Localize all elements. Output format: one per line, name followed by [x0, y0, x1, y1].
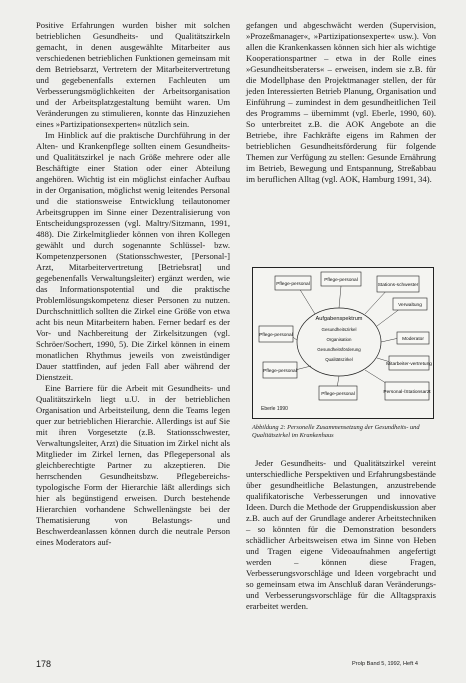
- figure-caption: Abbildung 2: Personelle Zusammensetzung der Gesundheits- und Qualitätszirkel im Krankenhaus: [252, 424, 420, 439]
- paragraph: Jeder Gesundheits- und Qualitätszirkel vereint unterschiedliche Perspektiven und Erfahrungsbestände über gesundheitliche Belastungen, anzustrebende qualifikatorische Verbesserungen und innovative Ideen. Durch die Methode der Gruppendiskussion aber z.B. auch auf der Grundlage anderer Arbeitstechniken – so könnten für die Demonstration besonders schädlicher Arbeitsweisen etwa im Sinne von Heben und Tragen eigene Videoaufnahmen angefertigt werden – können diese Fragen, Verbesserungsvorschläge und Ideen vorgebracht und so gemeinsam etwa im Anschluß daran Veränderungs- und Verbesserungsvorschläge für die Alltagspraxis erarbeitet werden.: [246, 458, 436, 611]
- left-column: [36, 20, 230, 548]
- node-label: Mitarbeiter-vertretung: [386, 362, 432, 367]
- node-label: Stations-schwester: [377, 283, 419, 288]
- paragraph: gefangen und abgeschwächt werden (Supervision, »Prozeßmanager«, »Partizipationsexperte« usw.). Von allen die Krankenkassen können sich hier als wichtige Kooperationspartner – etwa in der Rolle eines »Gesundheitsberaters« – erweisen, indem sie z.B. für die Modellphase den Projektmanager stellen, der für jeden Interessierten Betrieb Planung, Organisation und Einführung – zumindest in dem gesundheitlichen Teil des Programms – übernimmt (vgl. Eberle, 1990, 60). So unterbreitet z.B. die AOK Angebote an die Betriebe, ihre Fachkräfte eigens im Rahmen der betrieblichen Gesundheitsförderung für folgende Themen zur Verfügung zu stellen: Gesunde Ernährung im Betrieb, Bewegung und Entspannung, Streßabbau im beruflichen Alltag (vgl. AOK, Hamburg 1991, 34).: [246, 20, 436, 184]
- node-label: Moderator: [402, 337, 424, 342]
- right-column-bottom: [246, 458, 436, 612]
- center-item: Organisation: [326, 337, 352, 342]
- center-item: Gesundheitsförderung: [317, 347, 361, 352]
- diagram-svg: [253, 268, 433, 418]
- node-label: Pflege-personal: [324, 278, 358, 283]
- figure-source: Eberle 1990: [261, 406, 288, 412]
- paragraph: Eine Barriere für die Arbeit mit Gesundheits- und Qualitätszirkeln liegt u.U. in der betrieblichen Organisation und Arbeitsteilung, denn die Teams legen quer zur betrieblichen Hierarchie. Allerdings ist auf Sie mit ihren Vorgesetzte (z.B. Stationsschwester, Verwaltungsleiter, Arzt) die Situation im Zirkel nicht als Mitglieder im Zirkel lernen, das Pflegepersonal als gleichberechtigte Partner zu akzeptieren. Die herrschenden Gesundheitsbzw. Pflegebereichs-typologische Form der Hierarchie läßt allerdings sich hier als begünstigend erweisen. Durch bestehende Hierarchien vorhandene Schwellenängste bei der Thematisierung von Belastungs- und Beschwerdeanlassen können durch die neutrale Person eines Moderators auf-: [36, 383, 230, 547]
- node-label: Pflege-personal: [276, 282, 310, 287]
- node-label: Personal-/Stationsarzt: [383, 390, 431, 395]
- paragraph: Positive Erfahrungen wurden bisher mit solchen betrieblichen Gesundheits- und Qualitätszirkeln gemacht, in denen ausgewählte Mitarbeiter aus verschiedenen betrieblichen Funktionen gemeinsam mit dem Betriebsarzt, Vertretern der Mitarbeitervertretung und gegebenenfalls externen Fachleuten um Verbesserungsmöglichkeiten der Arbeitsorganisation und der Arbeitsplatzgestaltung bemüht waren. Um Veränderungen zu stimulieren, konnte das Hinzuziehen eines »Partizipationsexperten« nützlich sein.: [36, 20, 230, 129]
- node-label: Pflege-personal: [259, 333, 293, 338]
- node-label: Verwaltung: [398, 303, 422, 308]
- center-title: Aufgabenspektrum: [315, 316, 363, 322]
- paragraph: Im Hinblick auf die praktische Durchführung in der Alten- und Krankenpflege sollten einem Gesundheits- und Qualitätszirkel je nach Größe mehrere oder alle Beschäftigte einer Station oder einer Abteilung angehören. Wichtig ist ein möglichst einfacher Aufbau in der Organisation, möglichst wenig leitendes Personal und die stationsweise Entwicklung teilautonomer Arbeitsgruppen im Sinne einer Dezentralisierung von Entscheidungsprozessen (vgl. Maltry/Sitzmann, 1991, 488). Die Zirkelmitglieder können von ihren Kollegen gewählt und durch sogenannte Schlüssel- bzw. Kompetenzpersonen (Stationsschwester, [Personal-] Arzt, Mitarbeitervertretung [Betriebsrat] und gegebenenfalls Verwaltungsleiter) ergänzt werden, wie das Informationspotential und die praktische Problemlösungskompetenz dieser Personen zu nutzen. Durchschnittlich sollten die Zirkel eine Größe von etwa acht bis neun Mitarbeitern haben. Ferner bedarf es der Vor- und Nachbereitung der Zirkelsitzungen (vgl. Schröer/Sochert, 1990, 5). Die Zirkel können in einem monatlichen Rhythmus jeweils von zweistündiger Dauer stattfinden, auf jeden Fall aber während der Dienstzeit.: [36, 130, 230, 382]
- journal-reference: Prolp Band 5, 1992, Heft 4: [352, 661, 418, 667]
- center-item: Gesundheitszirkel: [321, 327, 357, 332]
- node-label: Pflege-personal: [321, 392, 355, 397]
- node-label: Pflege-personal: [263, 369, 297, 374]
- figure-diagram: [252, 267, 434, 419]
- page-number: 178: [36, 659, 52, 669]
- right-column-top: [246, 20, 436, 185]
- center-item: Qualitätszirkel: [325, 357, 353, 362]
